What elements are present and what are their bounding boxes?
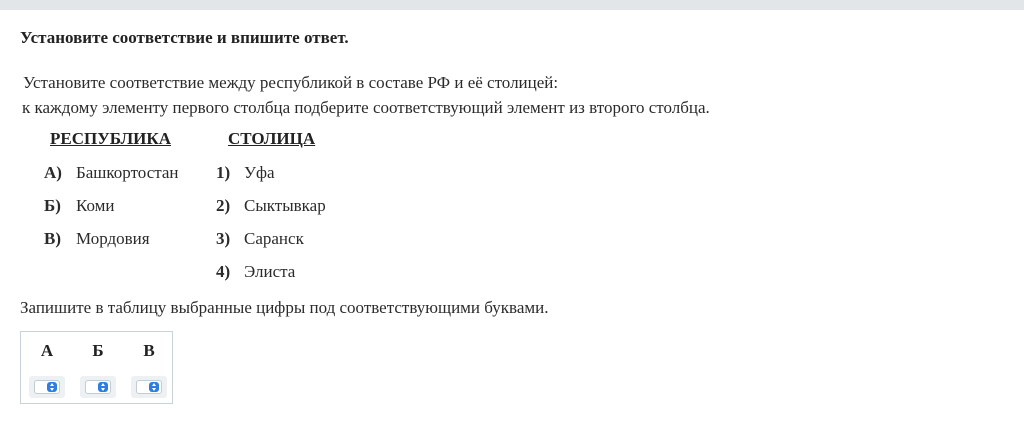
answer-header-v: В: [143, 341, 155, 360]
intro-line-2: к каждому элементу первого столбца подберите соответствующий элемент из второго столбца.: [22, 98, 710, 117]
chevron-up-down-icon: [47, 382, 57, 392]
answer-select-a[interactable]: [29, 376, 65, 398]
item-label: В): [44, 229, 61, 248]
intro-line-1: Установите соответствие между республикой в составе РФ и её столицей:: [23, 73, 559, 92]
item-label: А): [44, 163, 62, 182]
item-label: Б): [44, 196, 61, 215]
item-text: Сыктывкар: [244, 196, 326, 215]
item-text: Мордовия: [76, 229, 150, 248]
item-text: Коми: [76, 196, 115, 215]
item-label: 3): [216, 229, 231, 248]
answer-select-v[interactable]: [131, 376, 167, 398]
item-text: Уфа: [244, 163, 275, 182]
task-intro: [23, 70, 710, 120]
answer-table: [20, 331, 173, 404]
item-text: Саранск: [244, 229, 304, 248]
list-item-capital: [216, 163, 275, 183]
top-bar: [0, 0, 1024, 10]
item-label: 2): [216, 196, 231, 215]
answer-header-b: Б: [92, 341, 104, 360]
list-item-republic: [44, 196, 115, 216]
task-heading: Установите соответствие и впишите ответ.: [20, 28, 349, 47]
item-text: Башкортостан: [76, 163, 179, 182]
list-item-republic: [44, 163, 179, 183]
list-item-capital: [216, 262, 295, 282]
chevron-up-down-icon: [149, 382, 159, 392]
column-header-capital: СТОЛИЦА: [228, 129, 316, 148]
select-field[interactable]: [136, 380, 162, 394]
answer-instruction: Запишите в таблицу выбранные цифры под соответствующими буквами.: [20, 298, 549, 317]
column-header-republic: РЕСПУБЛИКА: [50, 129, 172, 148]
list-item-capital: [216, 229, 304, 249]
select-field[interactable]: [34, 380, 60, 394]
item-label: 1): [216, 163, 231, 182]
chevron-up-down-icon: [98, 382, 108, 392]
item-text: Элиста: [244, 262, 296, 281]
list-item-capital: [216, 196, 326, 216]
list-item-republic: [44, 229, 150, 249]
item-label: 4): [216, 262, 231, 281]
answer-header-a: А: [40, 341, 54, 360]
answer-select-b[interactable]: [80, 376, 116, 398]
select-field[interactable]: [85, 380, 111, 394]
